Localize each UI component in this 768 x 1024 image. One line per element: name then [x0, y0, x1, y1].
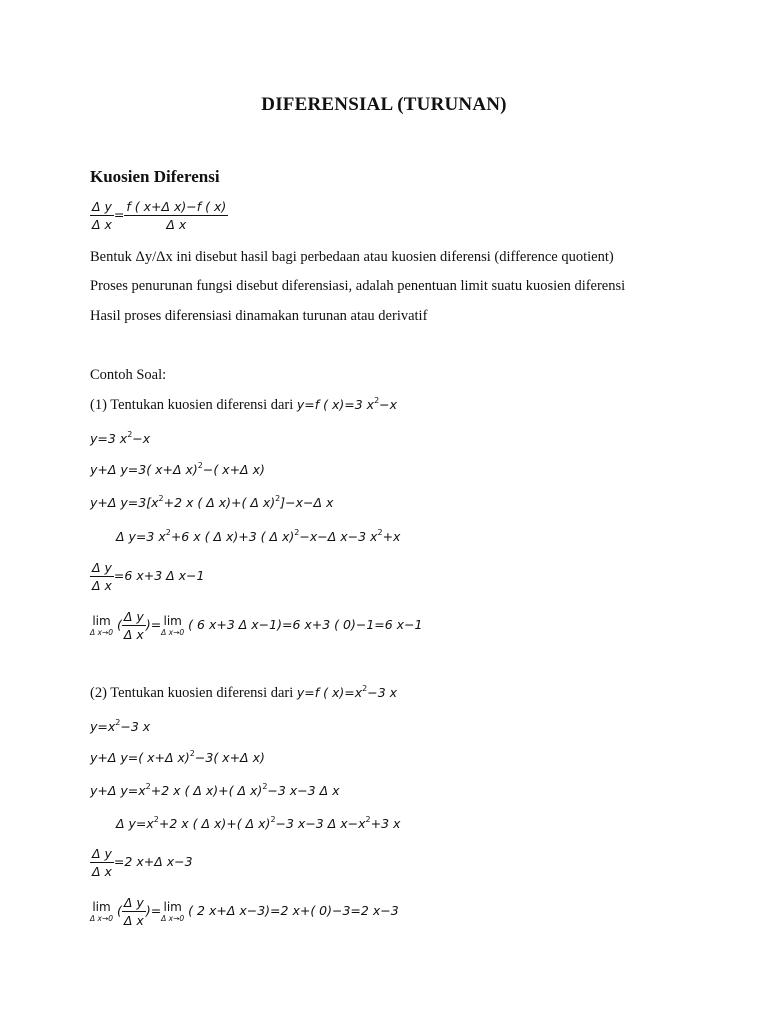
problem-2-limit: lim Δ x→0 ( $\frac{\text{Δ y}}{\text{Δ x}}$ )= lim Δ x→0 ( 2 x+Δ x−3)=2 x+( 0)−3=2 x−3: [90, 895, 399, 928]
fraction-denominator: Δ x: [166, 217, 187, 232]
paragraph: Proses penurunan fungsi disebut diferensiasi, adalah penentuan limit suatu kuosien diferensi: [90, 278, 626, 294]
problem-1-step-3: y+Δ $y=3[x^2+2$ x ( Δ x)+( Δ x)$^2$]−x−Δ x: [90, 494, 334, 511]
delta-y-over-delta-x: [90, 199, 114, 232]
problem-function: y=f ( x)=3 $x^2-x$: [296, 396, 398, 413]
fraction-numerator: Δ y: [92, 199, 112, 214]
quotient-result: =6 x+3 Δ x−1: [113, 568, 205, 583]
problem-2-step-4: Δ $y=x^2+2$ x ( Δ x)+( Δ x)$^2$−3 x−3 Δ $x-x^2+3$ x: [116, 815, 401, 832]
problem-1-step-1: y=3 $x^2-x$: [90, 430, 151, 447]
paragraph: Bentuk Δy/Δx ini disebut hasil bagi perbedaan atau kuosien diferensi (difference quotient): [90, 249, 614, 265]
fraction-denominator: Δ x: [92, 578, 112, 593]
quotient-result: =2 x+Δ x−3: [113, 854, 193, 869]
problem-2-step-3: y+Δ $y=x^2+2$ x ( Δ x)+( Δ x)$^2$−3 x−3 Δ x: [90, 782, 340, 799]
problem-1-quotient: [90, 560, 204, 593]
fraction-denominator: Δ x: [92, 217, 112, 232]
section-heading: Kuosien Diferensi: [90, 167, 220, 186]
page-title: DIFERENSIAL (TURUNAN): [261, 94, 507, 115]
paragraph: Hasil proses diferensiasi dinamakan turunan atau derivatif: [90, 308, 428, 324]
limit-operator: lim Δ x→0: [161, 613, 185, 637]
problem-2-step-1: $y=x^2-3$ x: [90, 718, 151, 735]
problem-function: y=f ( $x)=x^2-3$ x: [296, 684, 398, 701]
problem-1-step-2: y+Δ y=3( x+Δ x)$^2$−( x+Δ x): [90, 461, 265, 478]
fraction-numerator: f ( x+Δ x)−f ( x): [126, 199, 227, 214]
difference-quotient-fraction: [124, 199, 228, 232]
fraction-numerator: Δ y: [92, 560, 112, 575]
limit-result: ( 2 x+Δ x−3)=2 x+( 0)−3=2 x−3: [188, 903, 399, 918]
quotient-fraction: $\frac{\text{Δ y}}{\text{Δ x}}$: [123, 609, 144, 642]
limit-result: ( 6 x+3 Δ x−1)=6 x+3 ( 0)−1=6 x−1: [188, 617, 423, 632]
problem-1-prompt: [90, 397, 397, 414]
problem-1-step-4: Δ y=3 $x^2+6$ x ( Δ x)+3 ( Δ x)$^2$−x−Δ x−3 $x^2+x$: [116, 528, 401, 545]
problem-1-limit: lim Δ x→0 ( $\frac{\text{Δ y}}{\text{Δ x}}$ )= lim Δ x→0 ( 6 x+3 Δ x−1)=6 x+3 ( 0)−1=6 x−1: [90, 609, 423, 642]
fraction-numerator: Δ y: [92, 846, 112, 861]
problem-2-quotient: [90, 846, 193, 879]
equals-sign: =: [113, 207, 125, 222]
definition-formula: [90, 199, 228, 232]
problem-2-prompt: [90, 685, 397, 702]
quotient-fraction: [90, 846, 114, 879]
quotient-fraction: $\frac{\text{Δ y}}{\text{Δ x}}$: [123, 895, 144, 928]
limit-operator: lim Δ x→0: [161, 899, 185, 923]
fraction-denominator: Δ x: [92, 864, 112, 879]
quotient-fraction: [90, 560, 114, 593]
problem-text: (2) Tentukan kuosien diferensi dari: [90, 685, 297, 702]
example-label: Contoh Soal:: [90, 367, 167, 383]
limit-operator: lim Δ x→0: [90, 899, 114, 923]
problem-text: (1) Tentukan kuosien diferensi dari: [90, 397, 297, 414]
problem-2-step-2: y+Δ y=( x+Δ x)$^2$−3( x+Δ x): [90, 749, 265, 766]
limit-operator: lim Δ x→0: [90, 613, 114, 637]
